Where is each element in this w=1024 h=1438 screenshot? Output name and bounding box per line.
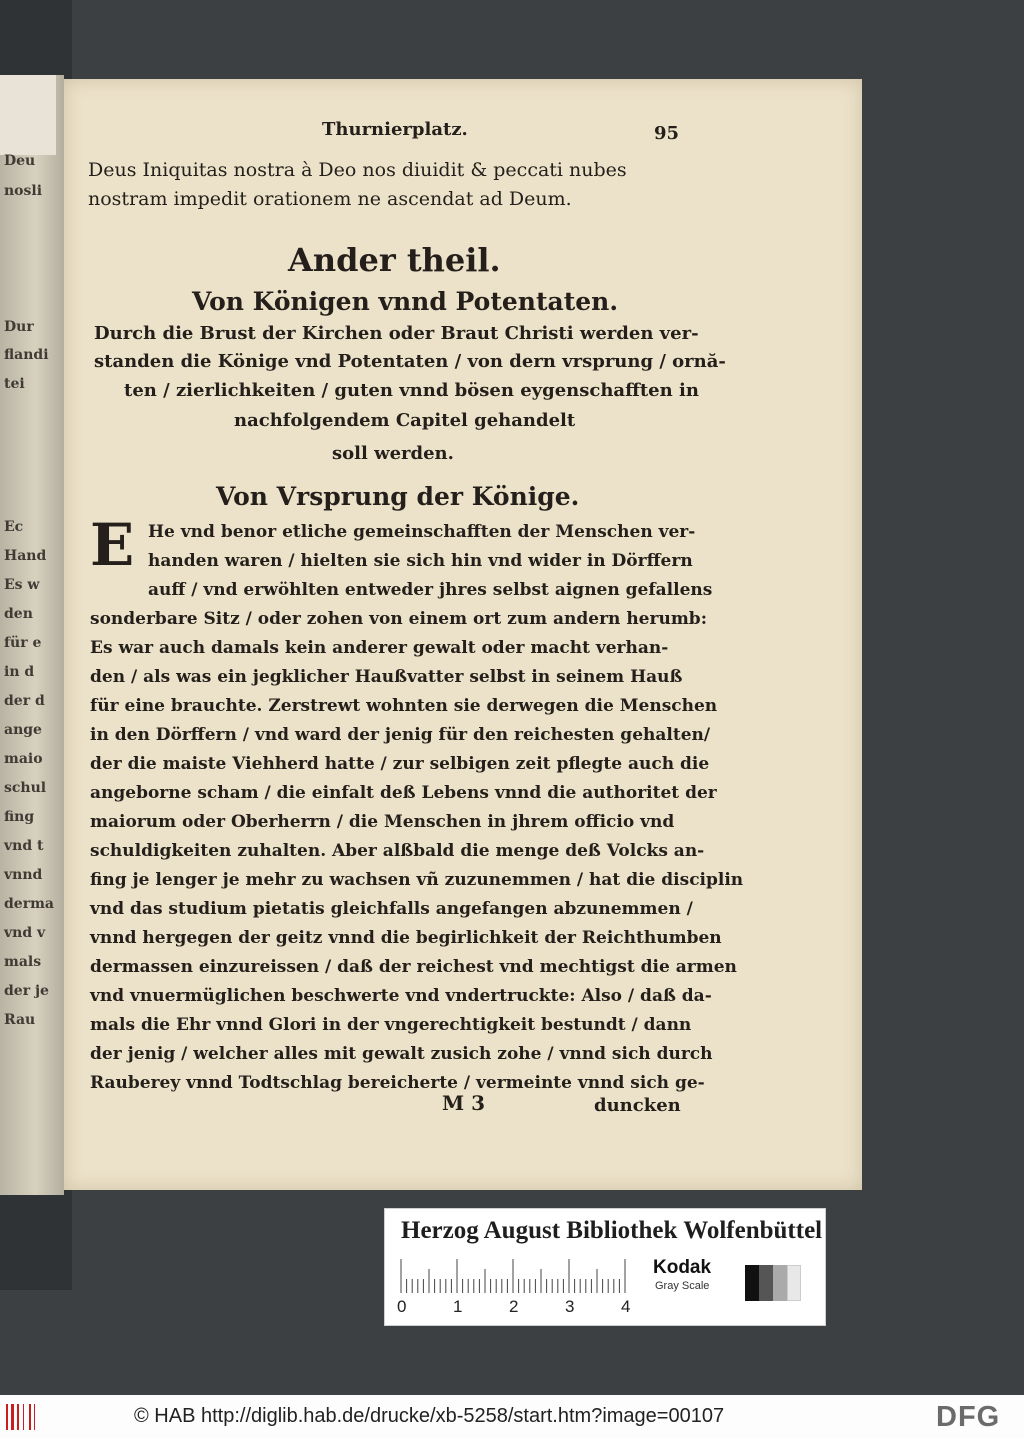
ruler-label: 0 (397, 1297, 407, 1316)
barcode-bar (11, 1404, 14, 1430)
intro-line: ten / zierlichkeiten / guten vnnd bösen eygenschafften in (124, 380, 699, 401)
ruler-label: 2 (509, 1297, 519, 1316)
gray-patch-light (787, 1265, 801, 1301)
gray-patch-dark (759, 1265, 773, 1301)
body-line: vnd vnuermüglichen beschwerte vnd vndertruckte: Also / daß da- (90, 986, 712, 1006)
previous-page-fragment: Es w (4, 577, 40, 593)
body-line: schuldigkeiten zuhalten. Aber alßbald die menge deß Volcks an- (90, 841, 705, 861)
body-line: für eine brauchte. Zerstrewt wohnten sie derwegen die Menschen (90, 696, 718, 716)
body-line: handen waren / hielten sie sich hin vnd wider in Dörffern (148, 551, 693, 571)
barcode-icon (6, 1404, 40, 1430)
body-line: auff / vnd erwöhlten entweder jhres selbst aignen gefallens (148, 580, 713, 600)
body-line: vnd das studium pietatis gleichfalls angefangen abzunemmen / (90, 899, 693, 919)
card-title: Herzog August Bibliothek Wolfenbüttel (401, 1217, 823, 1244)
body-line: maiorum oder Oberherrn / die Menschen in jhrem officio vnd (90, 812, 675, 832)
body-line: Es war auch damals kein anderer gewalt oder macht verhan- (90, 638, 669, 658)
previous-page-fragment: schul (4, 780, 47, 796)
previous-page-fragment: der je (4, 983, 49, 999)
decorated-initial: E (90, 511, 135, 579)
body-line: in den Dörffern / vnd ward der jenig für den reichesten gehalten/ (90, 725, 711, 745)
barcode-bar (6, 1404, 8, 1430)
previous-page-fragment: vnnd (4, 867, 43, 883)
previous-page-fragment: Dur (4, 319, 34, 335)
barcode-bar (23, 1404, 24, 1430)
previous-page-fragment: vnd v (4, 925, 46, 941)
page-number: 95 (654, 123, 680, 144)
ruler-label: 4 (621, 1297, 631, 1316)
color-calibration-card (384, 1208, 826, 1326)
body-line: der jenig / welcher alles mit gewalt zusich zohe / vnnd sich durch (90, 1044, 713, 1064)
barcode-bar (29, 1404, 31, 1430)
body-line: He vnd benor etliche gemeinschafften der Menschen ver- (148, 522, 696, 542)
body-line: den / als was ein jegklicher Haußvatter selbst in seinem Hauß (90, 667, 683, 687)
catchword: duncken (594, 1095, 681, 1116)
ruler-label: 1 (453, 1297, 463, 1316)
previous-page-fragment: vnd t (4, 838, 44, 854)
ruler-label: 3 (565, 1297, 575, 1316)
previous-page-fragment: flandi (4, 347, 49, 363)
previous-page-fragment: maio (4, 751, 43, 767)
latin-line: nostram impedit orationem ne ascendat ad Deum. (88, 188, 572, 210)
previous-page-fragment: mals (4, 954, 42, 970)
kodak-logo: Kodak (653, 1257, 712, 1278)
intro-line: nachfolgendem Capitel gehandelt (234, 410, 576, 431)
book-page (64, 79, 862, 1190)
previous-page-fragment: der d (4, 693, 45, 709)
previous-page-fragment: Ec (4, 519, 24, 535)
body-line: fing je lenger je mehr zu wachsen vñ zuzunemmen / hat die disciplin (90, 870, 744, 890)
body-line: mals die Ehr vnnd Glori in der vngerechtigkeit bestundt / dann (90, 1015, 692, 1035)
body-line: dermassen einzureissen / daß der reichest vnd mechtigst die armen (90, 957, 737, 977)
body-line: vnnd hergegen der geitz vnnd die begirlichkeit der Reichthumben (90, 928, 722, 948)
previous-page-fragment: für e (4, 635, 42, 651)
running-head: Thurnierplatz. (322, 119, 468, 140)
chapter-heading: Von Vrsprung der Könige. (216, 482, 580, 511)
body-line: Rauberey vnnd Todtschlag bereicherte / vermeinte vnnd sich ge- (90, 1073, 705, 1093)
previous-page-edge (0, 75, 64, 1195)
intro-line: Durch die Brust der Kirchen oder Braut Christi werden ver- (94, 323, 699, 344)
previous-page-fragment: tei (4, 376, 25, 392)
previous-page-fragment: nosli (4, 183, 43, 199)
section-heading: Ander theil. (288, 241, 501, 279)
barcode-bar (17, 1404, 19, 1430)
copyright-link[interactable]: © HAB http://diglib.hab.de/drucke/xb-5258/start.htm?image=00107 (134, 1405, 725, 1427)
barcode-bar (34, 1404, 35, 1430)
body-line: sonderbare Sitz / oder zohen von einem ort zum andern herumb: (90, 609, 707, 629)
gray-scale-label: Gray Scale (655, 1280, 710, 1292)
previous-page-fragment: derma (4, 896, 54, 912)
gray-patch-mid (773, 1265, 787, 1301)
gray-patch-black (745, 1265, 759, 1301)
body-line: der die maiste Viehherd hatte / zur selbigen zeit pflegte auch die (90, 754, 710, 774)
dfg-logo: DFG (936, 1401, 1001, 1433)
intro-line: soll werden. (332, 443, 454, 464)
previous-page-fragment: ange (4, 722, 42, 738)
scale-ruler (399, 1259, 631, 1293)
body-line: angeborne scham / die einfalt deß Lebens vnnd die authoritet der (90, 783, 717, 803)
previous-page-fragment: Hand (4, 548, 47, 564)
signature-mark: M 3 (442, 1091, 486, 1115)
previous-page-fragment: Deu (4, 153, 36, 169)
previous-page-top-edge (0, 75, 56, 155)
previous-page-fragment: in d (4, 664, 35, 680)
previous-page-fragment: fing (4, 809, 35, 825)
intro-line: standen die Könige vnd Potentaten / von dern vrsprung / ornă- (94, 351, 726, 372)
latin-line: Deus Iniquitas nostra à Deo nos diuidit & peccati nubes (88, 159, 627, 181)
section-subheading: Von Königen vnnd Potentaten. (192, 287, 619, 316)
previous-page-fragment: den (4, 606, 33, 622)
previous-page-fragment: Rau (4, 1012, 36, 1028)
